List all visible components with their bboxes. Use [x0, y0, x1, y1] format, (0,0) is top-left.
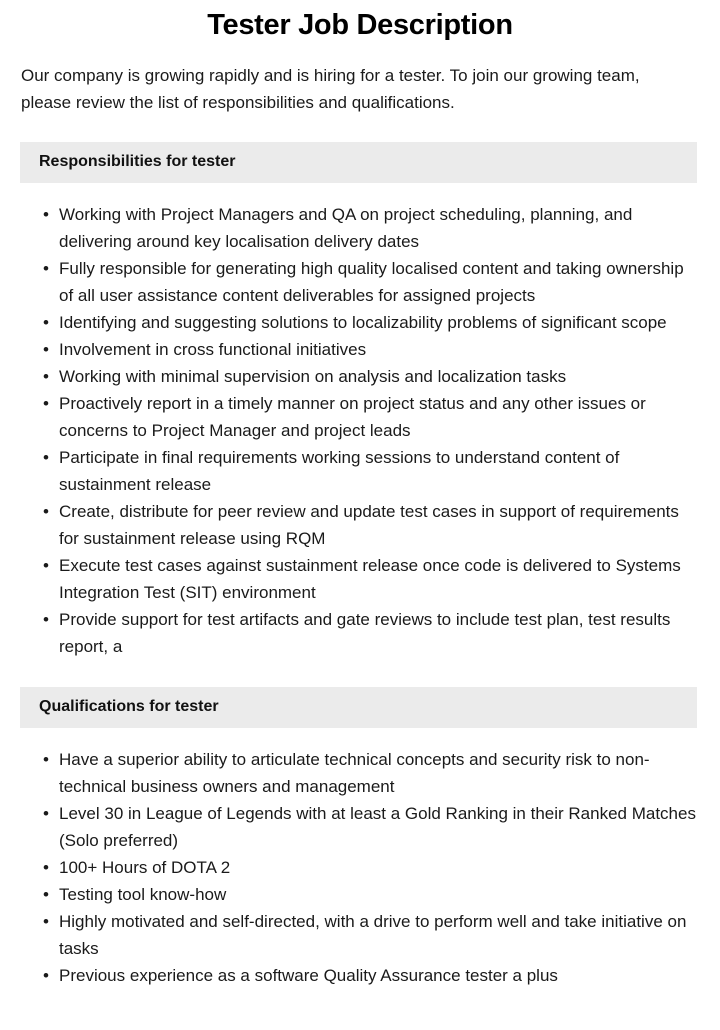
list-item-text: Working with minimal supervision on analysis and localization tasks: [59, 367, 567, 386]
bullet-icon: •: [43, 205, 49, 224]
list-item: [0, 881, 696, 908]
section-qualifications: [0, 687, 720, 989]
list-item: [0, 336, 696, 363]
list-item-text: Create, distribute for peer review and update test cases in support of requirements for sustainment release using RQM: [59, 502, 679, 548]
list-item: [0, 854, 696, 881]
section-responsibilities: [0, 142, 720, 660]
list-item: [0, 309, 696, 336]
list-item-text: Highly motivated and self-directed, with a drive to perform well and take initiative on tasks: [59, 912, 687, 958]
list-item: [0, 552, 696, 606]
list-item-text: Execute test cases against sustainment release once code is delivered to Systems Integration Test (SIT) environment: [59, 556, 681, 602]
list-item-text: Involvement in cross functional initiatives: [59, 340, 367, 359]
list-item: [0, 444, 696, 498]
list-item-text: Have a superior ability to articulate technical concepts and security risk to non-technical business owners and management: [59, 750, 650, 796]
responsibilities-list: [0, 183, 720, 660]
bullet-icon: •: [43, 858, 49, 877]
list-item: [0, 363, 696, 390]
list-item: [0, 201, 696, 255]
bullet-icon: •: [43, 556, 49, 575]
bullet-icon: •: [43, 502, 49, 521]
list-item: [0, 746, 696, 800]
bullet-icon: •: [43, 610, 49, 629]
bullet-icon: •: [43, 340, 49, 359]
list-item-text: Fully responsible for generating high quality localised content and taking ownership of all user assistance content deliverables for assigned projects: [59, 259, 684, 305]
list-item-text: Working with Project Managers and QA on project scheduling, planning, and delivering around key localisation delivery dates: [59, 205, 633, 251]
bullet-icon: •: [43, 313, 49, 332]
bullet-icon: •: [43, 804, 49, 823]
list-item: [0, 962, 696, 989]
qualifications-list: [0, 728, 720, 989]
bullet-icon: •: [43, 367, 49, 386]
bullet-icon: •: [43, 966, 49, 985]
bullet-icon: •: [43, 448, 49, 467]
bullet-icon: •: [43, 259, 49, 278]
list-item: [0, 908, 696, 962]
list-item-text: Participate in final requirements working sessions to understand content of sustainment release: [59, 448, 620, 494]
list-item: [0, 498, 696, 552]
list-item: [0, 255, 696, 309]
list-item-text: Testing tool know-how: [59, 885, 227, 904]
section-heading-qualifications: Qualifications for tester: [20, 687, 697, 728]
page-title: Tester Job Description: [207, 9, 513, 41]
list-item: [0, 606, 696, 660]
list-item-text: Level 30 in League of Legends with at least a Gold Ranking in their Ranked Matches (Solo preferred): [59, 804, 696, 850]
list-item-text: Identifying and suggesting solutions to localizability problems of significant scope: [59, 313, 667, 332]
list-item-text: Provide support for test artifacts and gate reviews to include test plan, test results report, a: [59, 610, 671, 656]
list-item-text: Proactively report in a timely manner on project status and any other issues or concerns to Project Manager and project leads: [59, 394, 646, 440]
section-heading-responsibilities: Responsibilities for tester: [20, 142, 697, 183]
list-item-text: 100+ Hours of DOTA 2: [59, 858, 231, 877]
list-item: [0, 800, 696, 854]
bullet-icon: •: [43, 885, 49, 904]
list-item: [0, 390, 696, 444]
bullet-icon: •: [43, 394, 49, 413]
bullet-icon: •: [43, 750, 49, 769]
list-item-text: Previous experience as a software Quality Assurance tester a plus: [59, 966, 558, 985]
bullet-icon: •: [43, 912, 49, 931]
intro-paragraph: Our company is growing rapidly and is hiring for a tester. To join our growing team, please review the list of responsibilities and qualifications.: [21, 66, 640, 112]
